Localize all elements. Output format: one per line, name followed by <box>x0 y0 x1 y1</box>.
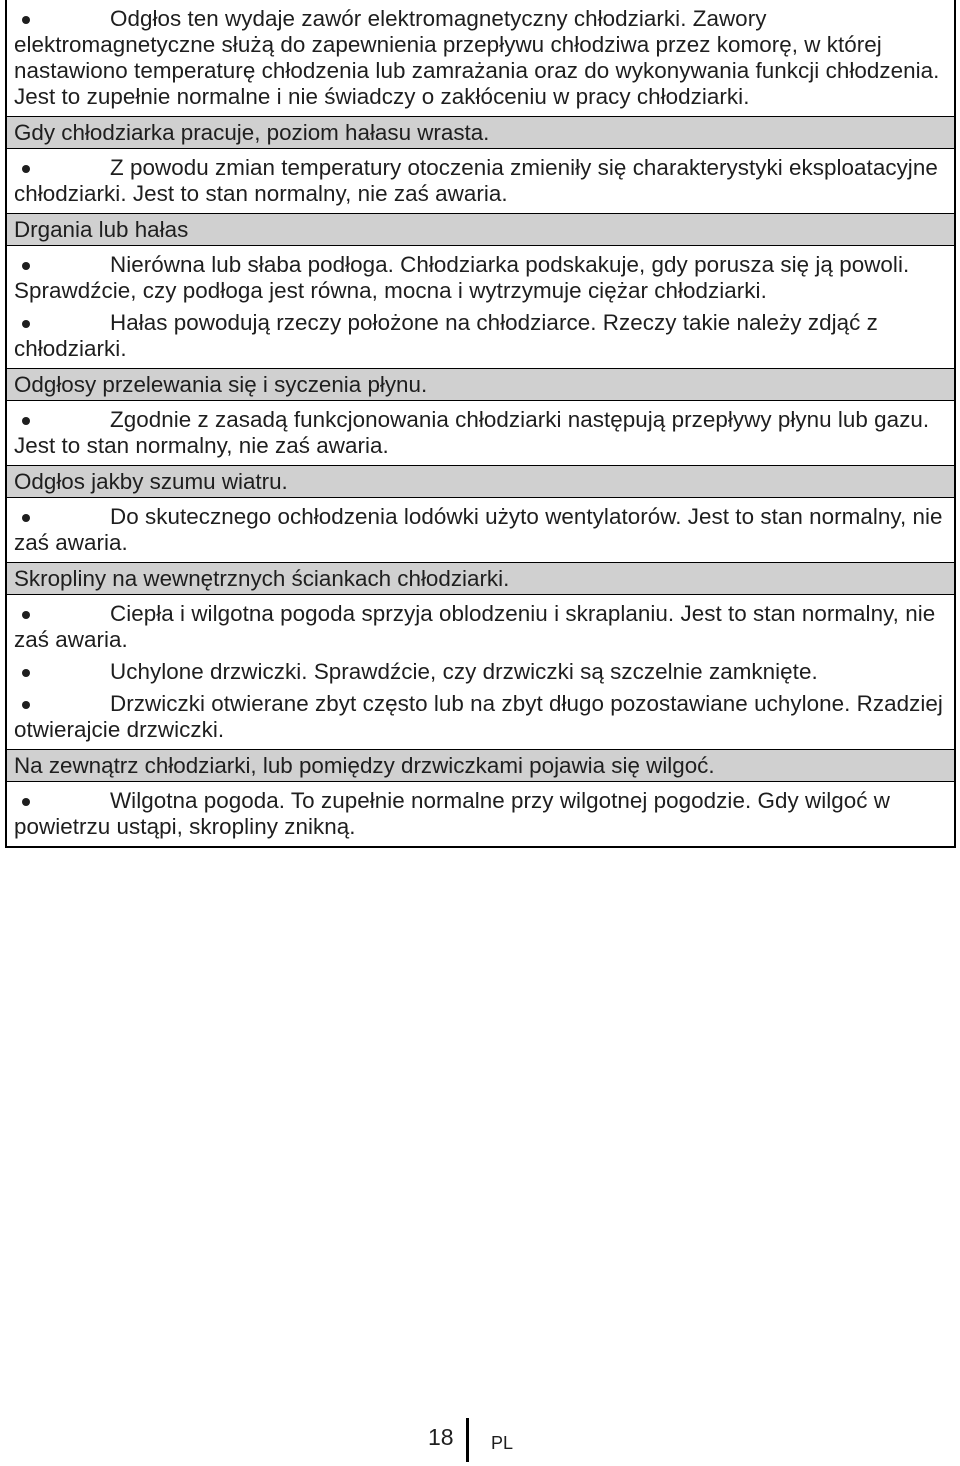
bullet-text: Uchylone drzwiczki. Sprawdźcie, czy drzwiczki są szczelnie zamknięte. <box>110 659 818 684</box>
bullet-dot-icon <box>22 669 30 677</box>
bullet-item <box>14 6 954 110</box>
bullet-item <box>14 659 954 685</box>
section-header: Skropliny na wewnętrznych ściankach chłodziarki. <box>7 562 954 595</box>
section-body <box>7 401 954 465</box>
section-header: Na zewnątrz chłodziarki, lub pomiędzy drzwiczkami pojawia się wilgoć. <box>7 749 954 782</box>
bullet-dot-icon <box>22 262 30 270</box>
bullet-text: Wilgotna pogoda. To zupełnie normalne przy wilgotnej pogodzie. Gdy wilgoć w powietrzu ustąpi, skropliny znikną. <box>14 788 890 839</box>
bullet-item <box>14 788 954 840</box>
bullet-item <box>14 504 954 556</box>
bullet-dot-icon <box>22 417 30 425</box>
bullet-item <box>14 407 954 459</box>
section-header: Drgania lub hałas <box>7 213 954 246</box>
bullet-text: Z powodu zmian temperatury otoczenia zmieniły się charakterystyki eksploatacyjne chłodziarki. Jest to stan normalny, nie zaś awaria. <box>14 155 938 206</box>
section-body <box>7 0 954 116</box>
section-header: Odgłosy przelewania się i syczenia płynu. <box>7 368 954 401</box>
bullet-dot-icon <box>22 16 30 24</box>
bullet-dot-icon <box>22 701 30 709</box>
section-header: Odgłos jakby szumu wiatru. <box>7 465 954 498</box>
bullet-text: Nierówna lub słaba podłoga. Chłodziarka podskakuje, gdy porusza się ją powoli. Sprawdźcie, czy podłoga jest równa, mocna i wytrzymuje ciężar chłodziarki. <box>14 252 910 303</box>
section-header: Gdy chłodziarka pracuje, poziom hałasu wrasta. <box>7 116 954 149</box>
section-body <box>7 498 954 562</box>
bullet-text: Odgłos ten wydaje zawór elektromagnetyczny chłodziarki. Zawory elektromagnetyczne służą do zapewnienia przepływu chłodziwa przez komorę, w której nastawiono temperaturę chłodzenia lub zamrażania oraz do wykonywania funkcji chłodzenia. Jest to zupełnie normalne i nie świadczy o zakłóceniu w pracy chłodziarki. <box>14 6 940 109</box>
bullet-item <box>14 601 954 653</box>
section-body <box>7 595 954 749</box>
bullet-text: Drzwiczki otwierane zbyt często lub na zbyt długo pozostawiane uchylone. Rzadziej otwierajcie drzwiczki. <box>14 691 943 742</box>
page-number: 18 <box>428 1424 454 1450</box>
bullet-item <box>14 310 954 362</box>
bullet-item <box>14 691 954 743</box>
bullet-dot-icon <box>22 798 30 806</box>
bullet-item <box>14 155 954 207</box>
troubleshooting-table <box>5 0 956 848</box>
bullet-text: Hałas powodują rzeczy położone na chłodziarce. Rzeczy takie należy zdjąć z chłodziarki. <box>14 310 878 361</box>
bullet-dot-icon <box>22 320 30 328</box>
bullet-text: Zgodnie z zasadą funkcjonowania chłodziarki następują przepływy płynu lub gazu. Jest to stan normalny, nie zaś awaria. <box>14 407 930 458</box>
section-body <box>7 149 954 213</box>
bullet-text: Do skutecznego ochłodzenia lodówki użyto wentylatorów. Jest to stan normalny, nie zaś awaria. <box>14 504 943 555</box>
bullet-dot-icon <box>22 165 30 173</box>
section-body <box>7 782 954 846</box>
bullet-dot-icon <box>22 611 30 619</box>
bullet-dot-icon <box>22 514 30 522</box>
section-body <box>7 246 954 368</box>
bullet-text: Ciepła i wilgotna pogoda sprzyja oblodzeniu i skraplaniu. Jest to stan normalny, nie zaś awaria. <box>14 601 936 652</box>
footer-divider <box>466 1418 469 1462</box>
language-code: PL <box>491 1433 514 1453</box>
bullet-item <box>14 252 954 304</box>
